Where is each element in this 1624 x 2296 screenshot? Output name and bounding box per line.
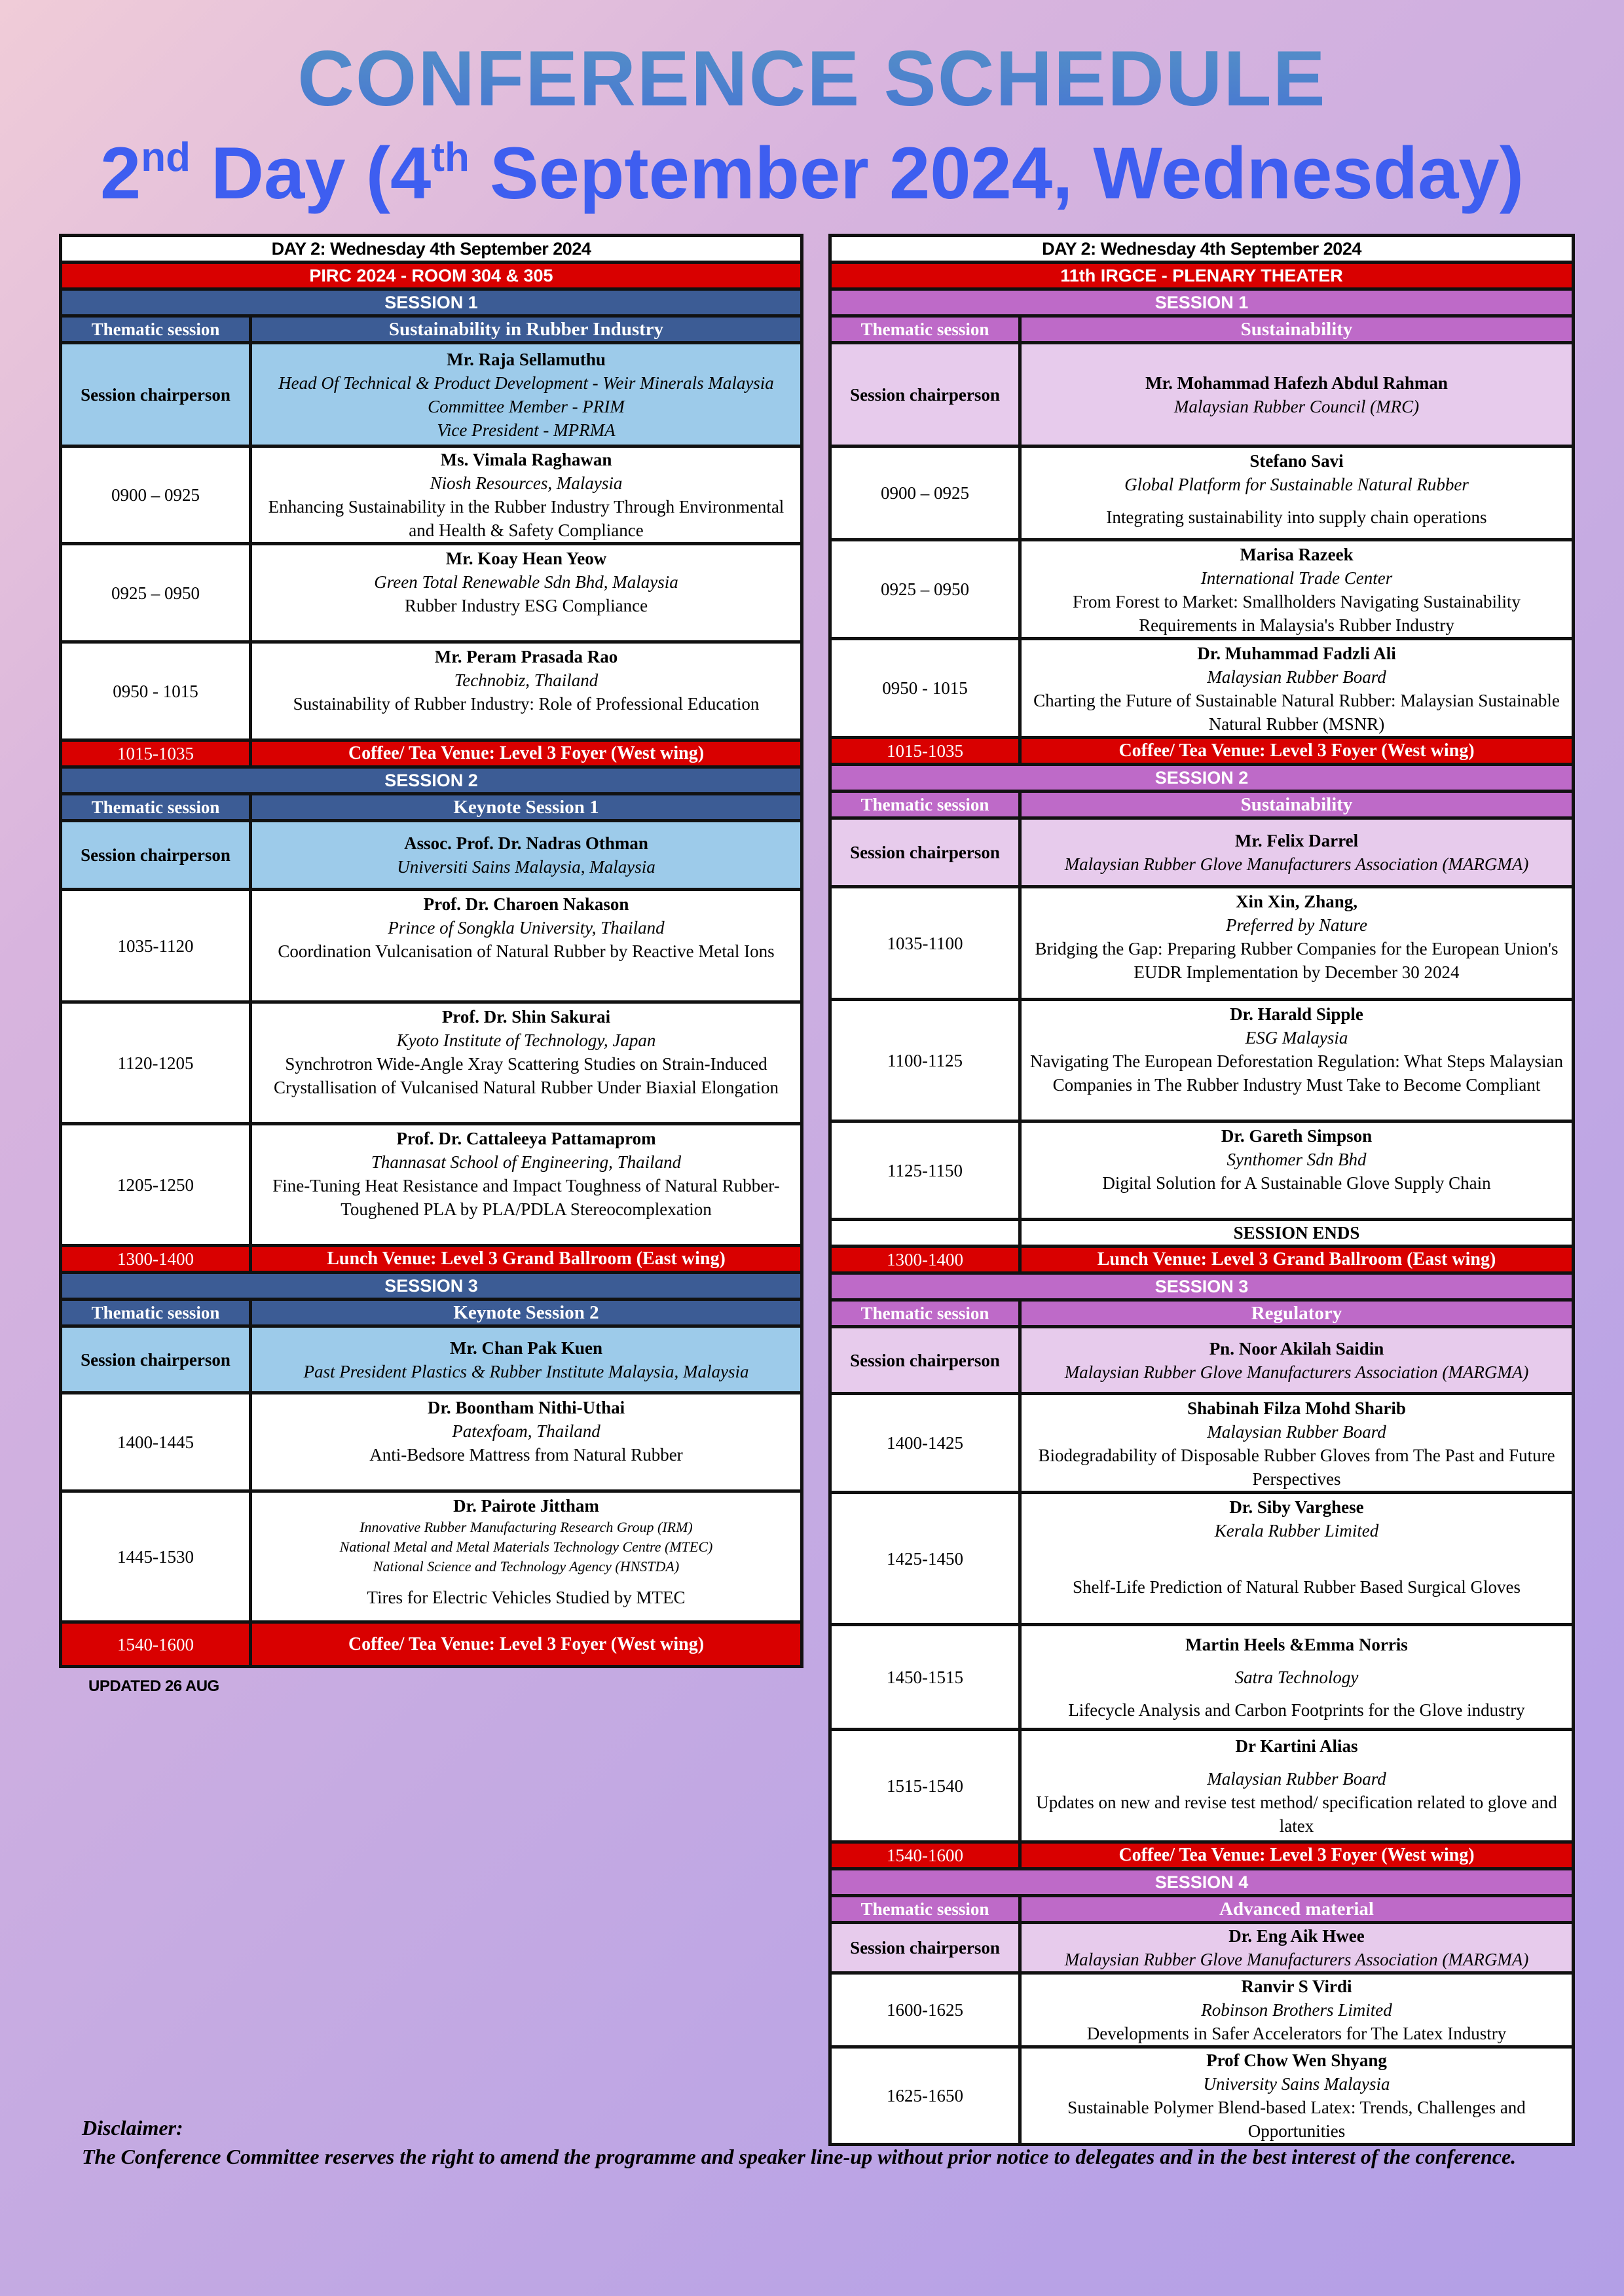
speaker-name: Prof. Dr. Cattaleeya Pattamaprom [396, 1129, 656, 1148]
talk-time: 0950 - 1015 [61, 642, 251, 740]
chairperson-cell [251, 343, 802, 446]
talk-time: 1450-1515 [830, 1625, 1020, 1730]
break-label: Lunch Venue: Level 3 Grand Ballroom (East wing) [1020, 1247, 1574, 1273]
lunch-break-row [61, 1246, 802, 1273]
talk-topic: Charting the Future of Sustainable Natural Rubber: Malaysian Sustainable Natural Rubber (MSNR) [1033, 691, 1560, 734]
talk-row [830, 1121, 1574, 1220]
speaker-name: Mr. Peram Prasada Rao [434, 647, 618, 666]
irgce-schedule-table [828, 234, 1575, 2146]
talk-time: 0925 – 0950 [830, 540, 1020, 639]
chair-name: Pn. Noor Akilah Saidin [1209, 1338, 1384, 1358]
chair-name: Mr. Felix Darrel [1234, 831, 1359, 850]
chair-name: Mr. Mohammad Hafezh Abdul Rahman [1145, 373, 1448, 393]
speaker-affiliation: Malaysian Rubber Board [1207, 1422, 1386, 1442]
talk-time: 1445-1530 [61, 1491, 251, 1622]
talk-topic: Sustainable Polymer Blend-based Latex: Trends, Challenges and Opportunities [1067, 2098, 1526, 2141]
session-2-header: SESSION 2 [830, 765, 1574, 792]
break-time: 1540-1600 [61, 1622, 251, 1667]
speaker-name: Ranvir S Virdi [1241, 1977, 1352, 1996]
talk-time: 0925 – 0950 [61, 544, 251, 642]
speaker-affiliation: University Sains Malaysia [1203, 2074, 1390, 2094]
chair-name: Assoc. Prof. Dr. Nadras Othman [404, 833, 648, 853]
chair-label: Session chairperson [61, 343, 251, 446]
talk-time: 1205-1250 [61, 1124, 251, 1246]
talk-row [830, 540, 1574, 639]
thematic-label: Thematic session [61, 1300, 251, 1326]
thematic-title: Keynote Session 2 [251, 1300, 802, 1326]
talk-row [830, 1394, 1574, 1493]
thematic-label: Thematic session [830, 792, 1020, 818]
updated-note: UPDATED 26 AUG [88, 1677, 219, 1695]
talk-topic: Bridging the Gap: Preparing Rubber Companies for the European Union's EUDR Implementation by December 30 2024 [1035, 939, 1559, 982]
session-ends-label: SESSION ENDS [1020, 1220, 1574, 1247]
thematic-title: Sustainability [1020, 316, 1574, 343]
chairperson-cell [1020, 343, 1574, 446]
session-1-header: SESSION 1 [61, 289, 802, 316]
break-label: Coffee/ Tea Venue: Level 3 Foyer (West wing) [1020, 738, 1574, 765]
talk-row [61, 446, 802, 544]
thematic-title: Advanced material [1020, 1896, 1574, 1923]
speaker-affiliation: Kyoto Institute of Technology, Japan [396, 1030, 656, 1050]
talk-topic: Developments in Safer Accelerators for The Latex Industry [1086, 2024, 1507, 2043]
talk-topic: Enhancing Sustainability in the Rubber Industry Through Environmental and Health & Safety Compliance [268, 497, 784, 540]
coffee-break-row [830, 738, 1574, 765]
talk-time: 0950 - 1015 [830, 639, 1020, 738]
talk-time: 1625-1650 [830, 2047, 1020, 2145]
disclaimer-text: The Conference Committee reserves the right to amend the programme and speaker line-up without prior notice to delegates and in the best interest of the conference. [82, 2145, 1517, 2168]
talk-topic: Coordination Vulcanisation of Natural Rubber by Reactive Metal Ions [278, 941, 775, 961]
day-header: DAY 2: Wednesday 4th September 2024 [830, 236, 1574, 263]
thematic-title: Keynote Session 1 [251, 794, 802, 821]
speaker-name: Mr. Koay Hean Yeow [445, 549, 607, 568]
chair-name: Mr. Chan Pak Kuen [449, 1338, 603, 1358]
talk-row [830, 1730, 1574, 1842]
session-ends-row [830, 1220, 1574, 1247]
break-label: Coffee/ Tea Venue: Level 3 Foyer (West wing) [251, 1622, 802, 1667]
speaker-affiliation: Satra Technology [1234, 1667, 1359, 1687]
talk-row [830, 1625, 1574, 1730]
talk-topic: Tires for Electric Vehicles Studied by MTEC [367, 1588, 686, 1607]
talk-time: 0900 – 0925 [830, 446, 1020, 540]
speaker-affiliation: Thannasat School of Engineering, Thailand [371, 1152, 682, 1172]
chairperson-cell [1020, 1923, 1574, 1973]
thematic-title: Regulatory [1020, 1300, 1574, 1327]
talk-row [61, 544, 802, 642]
break-time: 1015-1035 [61, 740, 251, 767]
chair-affiliation: Universiti Sains Malaysia, Malaysia [397, 857, 655, 877]
talk-time: 1125-1150 [830, 1121, 1020, 1220]
speaker-affiliation: Robinson Brothers Limited [1201, 2000, 1392, 2020]
day-suffix: nd [141, 135, 191, 180]
speaker-affiliation: Prince of Songkla University, Thailand [388, 918, 665, 938]
page-subtitle [0, 131, 1624, 216]
chair-label: Session chairperson [830, 1923, 1020, 1973]
speaker-name: Stefano Savi [1249, 451, 1344, 471]
speaker-affiliation: Green Total Renewable Sdn Bhd, Malaysia [374, 572, 678, 592]
talk-topic: Sustainability of Rubber Industry: Role of Professional Education [293, 694, 760, 714]
chair-label: Session chairperson [830, 343, 1020, 446]
talk-topic: Rubber Industry ESG Compliance [404, 596, 648, 615]
talk-topic: Digital Solution for A Sustainable Glove Supply Chain [1102, 1173, 1491, 1193]
lunch-break-row [830, 1247, 1574, 1273]
break-label: Lunch Venue: Level 3 Grand Ballroom (East wing) [251, 1246, 802, 1273]
thematic-title: Sustainability [1020, 792, 1574, 818]
coffee-break-row [61, 740, 802, 767]
speaker-affiliation: International Trade Center [1200, 568, 1393, 588]
speaker-affiliation: National Science and Technology Agency (HNSTDA) [373, 1558, 680, 1575]
chair-affiliation: Head Of Technical & Product Development - Weir Minerals Malaysia [278, 373, 774, 393]
chair-affiliation: Past President Plastics & Rubber Institute Malaysia, Malaysia [303, 1361, 749, 1381]
talk-topic: Anti-Bedsore Mattress from Natural Rubber [369, 1445, 683, 1465]
chair-label: Session chairperson [830, 1327, 1020, 1394]
coffee-break-row [830, 1842, 1574, 1869]
talk-time: 1400-1425 [830, 1394, 1020, 1493]
talk-time: 1600-1625 [830, 1973, 1020, 2047]
chairperson-cell [251, 1326, 802, 1393]
chair-affiliation: Committee Member - PRIM [428, 396, 625, 416]
speaker-name: Ms. Vimala Raghawan [440, 450, 612, 469]
talk-row [61, 1491, 802, 1622]
thematic-label: Thematic session [830, 1300, 1020, 1327]
speaker-name: Martin Heels &Emma Norris [1185, 1634, 1408, 1654]
talk-time: 0900 – 0925 [61, 446, 251, 544]
room-header: PIRC 2024 - ROOM 304 & 305 [61, 263, 802, 289]
chair-affiliation: Malaysian Rubber Glove Manufacturers Association (MARGMA) [1064, 1362, 1529, 1382]
talk-row [61, 642, 802, 740]
disclaimer [82, 2113, 1555, 2171]
session-1-header: SESSION 1 [830, 289, 1574, 316]
talk-row [61, 1393, 802, 1491]
chair-name: Mr. Raja Sellamuthu [447, 349, 606, 369]
chairperson-cell [1020, 818, 1574, 887]
talk-topic: Shelf-Life Prediction of Natural Rubber Based Surgical Gloves [1072, 1577, 1521, 1597]
subtitle-rest: September 2024, Wednesday) [469, 132, 1524, 214]
talk-time: 1425-1450 [830, 1493, 1020, 1625]
disclaimer-title: Disclaimer: [82, 2116, 183, 2140]
talk-time: 1120-1205 [61, 1002, 251, 1124]
talk-row [61, 890, 802, 1002]
talk-topic: From Forest to Market: Smallholders Navigating Sustainability Requirements in Malaysia's Rubber Industry [1073, 592, 1521, 635]
speaker-name: Prof Chow Wen Shyang [1206, 2050, 1387, 2070]
thematic-label: Thematic session [61, 794, 251, 821]
coffee-break-row [61, 1622, 802, 1667]
speaker-name: Dr. Gareth Simpson [1221, 1126, 1373, 1146]
page-title: CONFERENCE SCHEDULE [0, 36, 1624, 121]
session-3-header: SESSION 3 [830, 1273, 1574, 1300]
break-label: Coffee/ Tea Venue: Level 3 Foyer (West wing) [251, 740, 802, 767]
talk-row [61, 1124, 802, 1246]
thematic-title: Sustainability in Rubber Industry [251, 316, 802, 343]
talk-topic: Lifecycle Analysis and Carbon Footprints for the Glove industry [1068, 1700, 1525, 1720]
talk-topic: Biodegradability of Disposable Rubber Gloves from The Past and Future Perspectives [1038, 1446, 1555, 1489]
talk-row [830, 446, 1574, 540]
speaker-affiliation: Synthomer Sdn Bhd [1227, 1150, 1367, 1169]
chairperson-cell [251, 821, 802, 890]
speaker-name: Prof. Dr. Charoen Nakason [423, 894, 629, 914]
chair-affiliation: Malaysian Rubber Glove Manufacturers Association (MARGMA) [1064, 854, 1529, 874]
chair-affiliation: Malaysian Rubber Glove Manufacturers Association (MARGMA) [1064, 1950, 1529, 1969]
break-time: 1300-1400 [830, 1247, 1020, 1273]
break-time: 1015-1035 [830, 738, 1020, 765]
talk-row [830, 887, 1574, 1000]
speaker-name: Marisa Razeek [1240, 545, 1354, 564]
session-4-header: SESSION 4 [830, 1869, 1574, 1896]
speaker-affiliation: Niosh Resources, Malaysia [430, 473, 623, 493]
thematic-label: Thematic session [830, 1896, 1020, 1923]
speaker-affiliation: Malaysian Rubber Board [1207, 1768, 1386, 1789]
speaker-name: Shabinah Filza Mohd Sharib [1187, 1398, 1406, 1418]
talk-topic: Fine-Tuning Heat Resistance and Impact Toughness of Natural Rubber-Toughened PLA by PLA/PDLA Stereocomplexation [272, 1176, 780, 1219]
talk-time: 1035-1100 [830, 887, 1020, 1000]
break-time: 1300-1400 [61, 1246, 251, 1273]
room-header: 11th IRGCE - PLENARY THEATER [830, 263, 1574, 289]
talk-time: 1035-1120 [61, 890, 251, 1002]
speaker-affiliation: Innovative Rubber Manufacturing Research Group (IRM) [360, 1519, 693, 1535]
day-header: DAY 2: Wednesday 4th September 2024 [61, 236, 802, 263]
chair-affiliation: Malaysian Rubber Council (MRC) [1173, 396, 1420, 416]
speaker-name: Dr. Muhammad Fadzli Ali [1197, 644, 1396, 663]
speaker-affiliation: Technobiz, Thailand [454, 670, 599, 690]
speaker-affiliation: Global Platform for Sustainable Natural Rubber [1124, 475, 1469, 494]
day-number: 2 [100, 132, 141, 214]
speaker-affiliation: Kerala Rubber Limited [1214, 1521, 1379, 1540]
speaker-affiliation: Malaysian Rubber Board [1207, 667, 1386, 687]
talk-time: 1515-1540 [830, 1730, 1020, 1842]
chair-affiliation: Vice President - MPRMA [437, 420, 616, 440]
talk-row [830, 1000, 1574, 1121]
talk-topic: Integrating sustainability into supply chain operations [1106, 507, 1487, 527]
date-suffix: th [431, 135, 470, 180]
chair-name: Dr. Eng Aik Hwee [1228, 1926, 1365, 1946]
chair-label: Session chairperson [830, 818, 1020, 887]
speaker-affiliation: National Metal and Metal Materials Technology Centre (MTEC) [339, 1539, 713, 1555]
pirc-schedule-table [59, 234, 803, 1668]
break-time: 1540-1600 [830, 1842, 1020, 1869]
thematic-label: Thematic session [61, 316, 251, 343]
chair-label: Session chairperson [61, 1326, 251, 1393]
speaker-name: Xin Xin, Zhang, [1235, 892, 1358, 911]
speaker-name: Dr. Boontham Nithi-Uthai [427, 1398, 625, 1417]
speaker-name: Dr. Siby Varghese [1229, 1497, 1364, 1517]
chair-label: Session chairperson [61, 821, 251, 890]
talk-row [61, 1002, 802, 1124]
speaker-affiliation: Patexfoam, Thailand [452, 1421, 600, 1441]
thematic-label: Thematic session [830, 316, 1020, 343]
break-label: Coffee/ Tea Venue: Level 3 Foyer (West wing) [1020, 1842, 1574, 1869]
subtitle-mid: Day (4 [191, 132, 432, 214]
session-2-header: SESSION 2 [61, 767, 802, 794]
talk-topic: Synchrotron Wide-Angle Xray Scattering Studies on Strain-Induced Crystallisation of Vulcanised Natural Rubber Under Biaxial Elongation [274, 1054, 779, 1097]
speaker-name: Dr Kartini Alias [1235, 1736, 1358, 1756]
talk-time: 1100-1125 [830, 1000, 1020, 1121]
speaker-name: Prof. Dr. Shin Sakurai [441, 1007, 611, 1027]
talk-row [830, 639, 1574, 738]
talk-row [830, 1973, 1574, 2047]
speaker-name: Dr. Harald Sipple [1230, 1004, 1363, 1024]
speaker-affiliation: Preferred by Nature [1226, 915, 1367, 935]
chairperson-cell [1020, 1327, 1574, 1394]
talk-time: 1400-1445 [61, 1393, 251, 1491]
talk-row [830, 1493, 1574, 1625]
speaker-affiliation: ESG Malaysia [1245, 1028, 1348, 1048]
session-3-header: SESSION 3 [61, 1273, 802, 1300]
talk-topic: Updates on new and revise test method/ specification related to glove and latex [1036, 1792, 1557, 1836]
talk-topic: Navigating The European Deforestation Regulation: What Steps Malaysian Companies in The Rubber Industry Must Take to Become Compliant [1029, 1051, 1564, 1095]
speaker-name: Dr. Pairote Jittham [453, 1496, 599, 1516]
